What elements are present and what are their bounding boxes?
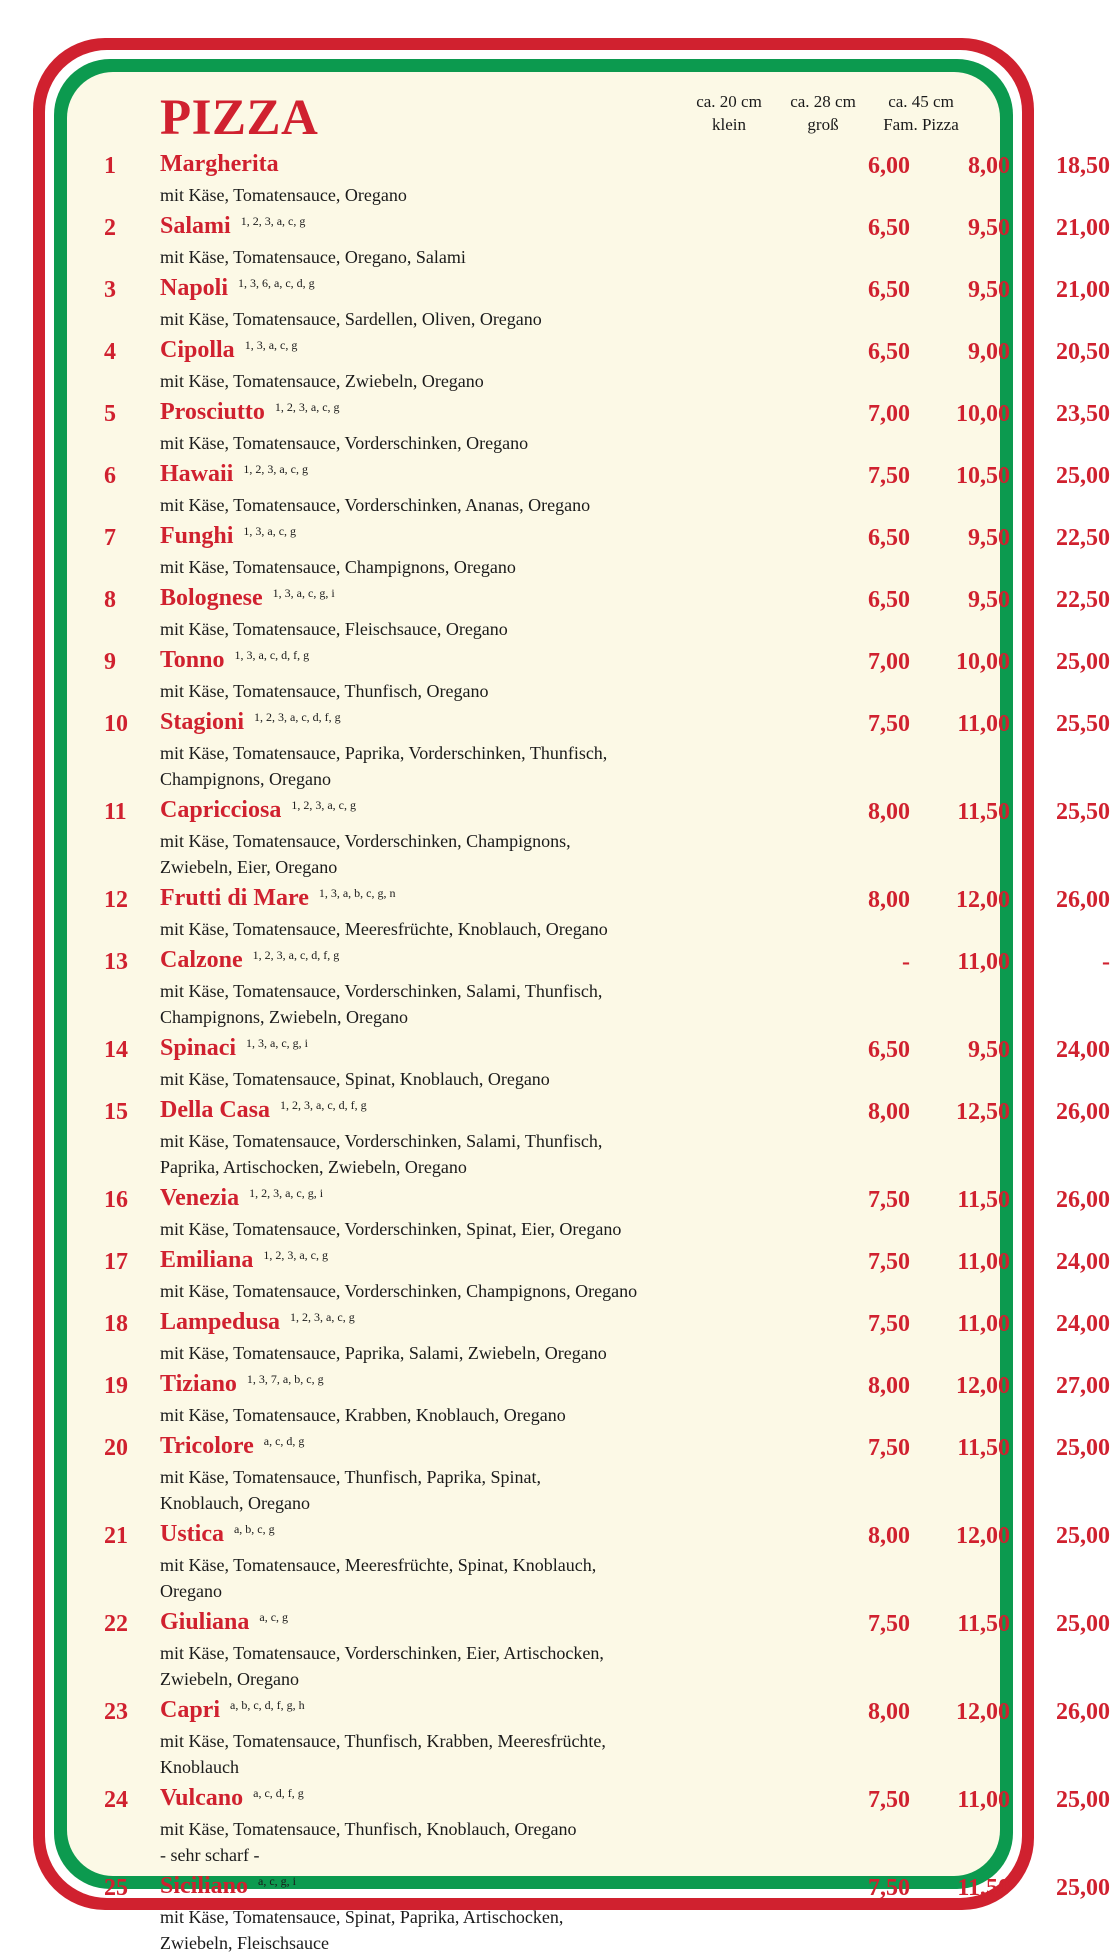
item-description-line: mit Käse, Tomatensauce, Spinat, Knoblauch, Oregano: [160, 1069, 550, 1089]
item-name: Bolognese: [160, 585, 263, 611]
price-large: 12,00: [956, 1699, 1010, 1725]
item-name: Venezia: [160, 1185, 240, 1211]
item-number: 13: [104, 949, 128, 975]
price-small: 8,00: [868, 1699, 910, 1725]
item-name: Calzone: [160, 947, 243, 973]
column-header-family: [866, 90, 976, 136]
item-description: [160, 554, 720, 580]
price-family: -: [1102, 949, 1110, 975]
item-allergens: a, b, c, d, f, g, h: [230, 1698, 305, 1712]
price-small: 7,50: [868, 1249, 910, 1275]
item-description-line: mit Käse, Tomatensauce, Thunfisch, Paprika, Spinat,: [160, 1467, 541, 1487]
menu-item: [0, 583, 1110, 645]
menu-item-header: [104, 149, 1110, 182]
price-small: 8,00: [868, 1373, 910, 1399]
price-small: 6,00: [868, 153, 910, 179]
price-family: 24,00: [1056, 1311, 1110, 1337]
item-description: [160, 1904, 720, 1956]
column-size: ca. 28 cm: [790, 92, 856, 111]
price-family: 25,00: [1056, 463, 1110, 489]
item-name: Salami: [160, 213, 231, 239]
menu-item: [0, 645, 1110, 707]
price-large: 10,00: [956, 401, 1010, 427]
item-description-line: Knoblauch: [160, 1757, 239, 1777]
menu-item-header: [104, 1245, 1110, 1278]
menu-item: [0, 1871, 1110, 1959]
item-allergens: 1, 2, 3, a, c, g: [274, 400, 340, 414]
item-allergens: a, b, c, g: [233, 1522, 275, 1536]
price-small: 6,50: [868, 587, 910, 613]
price-family: 25,00: [1056, 1523, 1110, 1549]
item-number: 22: [104, 1611, 128, 1637]
column-label: klein: [712, 115, 746, 134]
item-description: [160, 182, 720, 208]
item-description-line: mit Käse, Tomatensauce, Thunfisch, Knoblauch, Oregano: [160, 1819, 577, 1839]
price-large: 11,00: [957, 949, 1010, 975]
item-description-line: - sehr scharf -: [160, 1845, 260, 1865]
menu-item: [0, 1431, 1110, 1519]
price-family: 27,00: [1056, 1373, 1110, 1399]
item-description-line: mit Käse, Tomatensauce, Meeresfrüchte, Knoblauch, Oregano: [160, 919, 608, 939]
item-description-line: mit Käse, Tomatensauce, Oregano: [160, 185, 407, 205]
menu-item: [0, 1183, 1110, 1245]
price-large: 9,50: [968, 215, 1010, 241]
price-family: 22,50: [1056, 525, 1110, 551]
menu-item-header: [104, 795, 1110, 828]
menu-item-header: [104, 1369, 1110, 1402]
item-number: 14: [104, 1037, 128, 1063]
price-large: 11,50: [957, 1187, 1010, 1213]
item-name: Spinaci: [160, 1035, 237, 1061]
menu-item: [0, 335, 1110, 397]
menu-item: [0, 459, 1110, 521]
item-description-line: Champignons, Zwiebeln, Oregano: [160, 1007, 408, 1027]
item-name: Hawaii: [160, 461, 234, 487]
menu-item-header: [104, 583, 1110, 616]
price-large: 9,50: [968, 587, 1010, 613]
item-name: Prosciutto: [160, 399, 265, 425]
price-large: 10,50: [956, 463, 1010, 489]
item-number: 19: [104, 1373, 128, 1399]
menu-item: [0, 1783, 1110, 1871]
menu-item-header: [104, 459, 1110, 492]
item-description-line: mit Käse, Tomatensauce, Vorderschinken, Ananas, Oregano: [160, 495, 591, 515]
price-large: 12,00: [956, 1373, 1010, 1399]
item-description: [160, 1640, 720, 1692]
price-small: 7,50: [868, 1787, 910, 1813]
item-allergens: 1, 3, a, c, g: [244, 338, 298, 352]
price-large: 11,00: [957, 711, 1010, 737]
item-number: 2: [104, 215, 116, 241]
item-allergens: 1, 2, 3, a, c, g: [243, 462, 308, 476]
price-family: 26,00: [1056, 1099, 1110, 1125]
item-name: Cipolla: [160, 337, 235, 363]
item-description: [160, 740, 720, 792]
menu-item-header: [104, 1783, 1110, 1816]
item-number: 9: [104, 649, 116, 675]
price-family: 26,00: [1056, 1187, 1110, 1213]
item-description-line: mit Käse, Tomatensauce, Vorderschinken, Salami, Thunfisch,: [160, 981, 603, 1001]
item-description-line: Zwiebeln, Oregano: [160, 1669, 299, 1689]
item-name: Della Casa: [160, 1097, 270, 1123]
item-allergens: 1, 2, 3, a, c, d, f, g: [280, 1098, 367, 1112]
price-small: 8,00: [868, 799, 910, 825]
price-family: 18,50: [1056, 153, 1110, 179]
price-large: 12,50: [956, 1099, 1010, 1125]
menu-item: [0, 1369, 1110, 1431]
price-large: 11,00: [957, 1249, 1010, 1275]
price-small: 7,00: [868, 649, 910, 675]
price-small: 6,50: [868, 525, 910, 551]
item-description: [160, 1128, 720, 1180]
menu-item: [0, 273, 1110, 335]
menu-title: PIZZA: [160, 90, 319, 146]
price-family: 25,00: [1056, 1611, 1110, 1637]
price-small: 8,00: [868, 887, 910, 913]
price-small: 8,00: [868, 1099, 910, 1125]
price-large: 11,50: [957, 1611, 1010, 1637]
column-header-large: [768, 90, 878, 136]
menu-item-header: [104, 1431, 1110, 1464]
price-large: 11,00: [957, 1311, 1010, 1337]
price-family: 22,50: [1056, 587, 1110, 613]
item-allergens: a, c, d, g: [263, 1434, 305, 1448]
price-small: 7,50: [868, 1187, 910, 1213]
menu-item: [0, 211, 1110, 273]
item-number: 23: [104, 1699, 128, 1725]
item-description: [160, 1816, 720, 1868]
item-description-line: mit Käse, Tomatensauce, Paprika, Salami, Zwiebeln, Oregano: [160, 1343, 607, 1363]
item-name: Emiliana: [160, 1247, 254, 1273]
menu-item-header: [104, 335, 1110, 368]
menu-item-header: [104, 521, 1110, 554]
price-small: 7,50: [868, 1435, 910, 1461]
item-number: 10: [104, 711, 128, 737]
price-large: 8,00: [968, 153, 1010, 179]
menu-item-header: [104, 1871, 1110, 1904]
item-allergens: 1, 2, 3, a, c, d, f, g: [252, 948, 340, 962]
item-allergens: 1, 3, 6, a, c, d, g: [238, 276, 315, 290]
item-name: Vulcano: [160, 1785, 244, 1811]
item-description: [160, 1402, 720, 1428]
item-name: Lampedusa: [160, 1309, 281, 1335]
price-family: 23,50: [1056, 401, 1110, 427]
item-name: Tricolore: [160, 1433, 254, 1459]
item-description-line: mit Käse, Tomatensauce, Vorderschinken, Oregano: [160, 433, 529, 453]
item-description: [160, 1340, 720, 1366]
item-description-line: mit Käse, Tomatensauce, Spinat, Paprika, Artischocken,: [160, 1907, 564, 1927]
item-description: [160, 1728, 720, 1780]
item-number: 5: [104, 401, 116, 427]
price-large: 12,00: [956, 1523, 1010, 1549]
item-name: Margherita: [160, 151, 279, 177]
price-family: 24,00: [1056, 1037, 1110, 1063]
item-description: [160, 1464, 720, 1516]
price-small: 7,50: [868, 1311, 910, 1337]
item-number: 1: [104, 153, 116, 179]
item-description: [160, 828, 720, 880]
menu-items-list: [0, 149, 1110, 1959]
menu-item: [0, 795, 1110, 883]
item-description: [160, 616, 720, 642]
item-number: 8: [104, 587, 116, 613]
item-allergens: 1, 3, a, c, g, i: [246, 1036, 309, 1050]
item-description-line: mit Käse, Tomatensauce, Vorderschinken, Spinat, Eier, Oregano: [160, 1219, 622, 1239]
item-number: 4: [104, 339, 116, 365]
menu-item: [0, 397, 1110, 459]
price-family: 26,00: [1056, 887, 1110, 913]
item-description-line: mit Käse, Tomatensauce, Sardellen, Oliven, Oregano: [160, 309, 542, 329]
item-description-line: Zwiebeln, Eier, Oregano: [160, 857, 338, 877]
menu-item: [0, 1245, 1110, 1307]
price-small: 7,00: [868, 401, 910, 427]
item-description: [160, 978, 720, 1030]
price-small: -: [902, 949, 910, 975]
price-large: 10,00: [956, 649, 1010, 675]
item-name: Capricciosa: [160, 797, 282, 823]
menu-item-header: [104, 945, 1110, 978]
item-name: Ustica: [160, 1521, 224, 1547]
item-description-line: Oregano: [160, 1581, 222, 1601]
item-name: Tonno: [160, 647, 225, 673]
menu-item-header: [104, 707, 1110, 740]
menu-item: [0, 1695, 1110, 1783]
menu-item: [0, 1095, 1110, 1183]
item-allergens: 1, 3, a, c, d, f, g: [234, 648, 310, 662]
item-description-line: mit Käse, Tomatensauce, Krabben, Knoblauch, Oregano: [160, 1405, 566, 1425]
item-number: 6: [104, 463, 116, 489]
item-number: 15: [104, 1099, 128, 1125]
item-description: [160, 1278, 720, 1304]
item-description-line: mit Käse, Tomatensauce, Oregano, Salami: [160, 247, 466, 267]
item-number: 17: [104, 1249, 128, 1275]
item-description: [160, 368, 720, 394]
price-family: 21,00: [1056, 277, 1110, 303]
price-small: 7,50: [868, 1875, 910, 1901]
item-name: Funghi: [160, 523, 234, 549]
item-description-line: Zwiebeln, Fleischsauce: [160, 1933, 329, 1953]
item-allergens: 1, 2, 3, a, c, g: [263, 1248, 329, 1262]
item-description: [160, 306, 720, 332]
item-number: 24: [104, 1787, 128, 1813]
item-allergens: a, c, d, f, g: [253, 1786, 304, 1800]
item-description: [160, 1066, 720, 1092]
item-description: [160, 678, 720, 704]
price-small: 7,50: [868, 711, 910, 737]
price-small: 6,50: [868, 1037, 910, 1063]
item-description-line: Champignons, Oregano: [160, 769, 331, 789]
price-family: 21,00: [1056, 215, 1110, 241]
menu-item-header: [104, 397, 1110, 430]
item-name: Giuliana: [160, 1609, 250, 1635]
column-label: groß: [807, 115, 839, 134]
menu-item: [0, 521, 1110, 583]
price-family: 25,00: [1056, 1875, 1110, 1901]
price-family: 26,00: [1056, 1699, 1110, 1725]
menu-item: [0, 1307, 1110, 1369]
menu-item-header: [104, 1519, 1110, 1552]
menu-item: [0, 149, 1110, 211]
menu-item: [0, 1519, 1110, 1607]
item-description-line: Knoblauch, Oregano: [160, 1493, 310, 1513]
price-large: 9,50: [968, 277, 1010, 303]
item-description: [160, 1216, 720, 1242]
menu-item-header: [104, 645, 1110, 678]
price-large: 9,50: [968, 525, 1010, 551]
price-small: 6,50: [868, 215, 910, 241]
item-allergens: a, c, g: [259, 1610, 289, 1624]
item-description: [160, 916, 720, 942]
item-description-line: mit Käse, Tomatensauce, Fleischsauce, Oregano: [160, 619, 508, 639]
item-allergens: 1, 3, a, c, g, i: [272, 586, 335, 600]
item-allergens: 1, 3, a, b, c, g, n: [318, 886, 396, 900]
item-number: 18: [104, 1311, 128, 1337]
item-allergens: a, c, g, i: [258, 1874, 297, 1888]
item-allergens: 1, 2, 3, a, c, g: [291, 798, 356, 812]
item-description-line: mit Käse, Tomatensauce, Vorderschinken, Champignons, Oregano: [160, 1281, 638, 1301]
price-family: 25,50: [1056, 799, 1110, 825]
menu-item-header: [104, 1033, 1110, 1066]
item-description-line: mit Käse, Tomatensauce, Thunfisch, Oregano: [160, 681, 489, 701]
item-number: 12: [104, 887, 128, 913]
price-large: 11,50: [957, 1875, 1010, 1901]
menu-item-header: [104, 1307, 1110, 1340]
item-allergens: 1, 3, 7, a, b, c, g: [246, 1372, 324, 1386]
item-name: Napoli: [160, 275, 229, 301]
menu-item: [0, 707, 1110, 795]
item-allergens: 1, 2, 3, a, c, d, f, g: [254, 710, 341, 724]
item-description-line: mit Käse, Tomatensauce, Zwiebeln, Oregano: [160, 371, 484, 391]
item-allergens: 1, 2, 3, a, c, g: [290, 1310, 355, 1324]
menu-item: [0, 883, 1110, 945]
item-description: [160, 430, 720, 456]
price-family: 25,00: [1056, 1787, 1110, 1813]
column-size: ca. 45 cm: [888, 92, 954, 111]
item-name: Capri: [160, 1697, 220, 1723]
price-large: 11,50: [957, 1435, 1010, 1461]
price-small: 6,50: [868, 277, 910, 303]
price-family: 25,00: [1056, 649, 1110, 675]
menu-item-header: [104, 1607, 1110, 1640]
column-size: ca. 20 cm: [696, 92, 762, 111]
item-number: 25: [104, 1875, 128, 1901]
column-label: Fam. Pizza: [883, 115, 959, 134]
item-name: Frutti di Mare: [160, 885, 309, 911]
price-large: 11,00: [957, 1787, 1010, 1813]
price-large: 9,00: [968, 339, 1010, 365]
menu-item: [0, 945, 1110, 1033]
menu-item: [0, 1033, 1110, 1095]
price-small: 8,00: [868, 1523, 910, 1549]
price-small: 7,50: [868, 1611, 910, 1637]
menu-item-header: [104, 883, 1110, 916]
price-large: 11,50: [957, 799, 1010, 825]
item-number: 21: [104, 1523, 128, 1549]
item-description-line: mit Käse, Tomatensauce, Champignons, Oregano: [160, 557, 516, 577]
item-name: Tiziano: [160, 1371, 237, 1397]
item-description-line: mit Käse, Tomatensauce, Vorderschinken, Eier, Artischocken,: [160, 1643, 604, 1663]
price-small: 6,50: [868, 339, 910, 365]
item-description-line: mit Käse, Tomatensauce, Paprika, Vorderschinken, Thunfisch,: [160, 743, 608, 763]
menu-item-header: [104, 1183, 1110, 1216]
price-family: 24,00: [1056, 1249, 1110, 1275]
price-family: 25,50: [1056, 711, 1110, 737]
price-small: 7,50: [868, 463, 910, 489]
item-allergens: 1, 3, a, c, g: [243, 524, 297, 538]
menu-item: [0, 1607, 1110, 1695]
item-description: [160, 492, 720, 518]
price-family: 25,00: [1056, 1435, 1110, 1461]
item-description-line: mit Käse, Tomatensauce, Vorderschinken, Champignons,: [160, 831, 571, 851]
item-description-line: mit Käse, Tomatensauce, Thunfisch, Krabben, Meeresfrüchte,: [160, 1731, 606, 1751]
item-name: Siciliano: [160, 1873, 249, 1899]
menu-item-header: [104, 273, 1110, 306]
menu-item-header: [104, 1695, 1110, 1728]
price-large: 12,00: [956, 887, 1010, 913]
item-description-line: mit Käse, Tomatensauce, Meeresfrüchte, Spinat, Knoblauch,: [160, 1555, 597, 1575]
item-name: Stagioni: [160, 709, 245, 735]
price-family: 20,50: [1056, 339, 1110, 365]
item-description: [160, 1552, 720, 1604]
item-allergens: 1, 2, 3, a, c, g: [240, 214, 306, 228]
item-description-line: Paprika, Artischocken, Zwiebeln, Oregano: [160, 1157, 467, 1177]
menu-item-header: [104, 211, 1110, 244]
item-allergens: 1, 2, 3, a, c, g, i: [249, 1186, 324, 1200]
item-number: 16: [104, 1187, 128, 1213]
item-number: 3: [104, 277, 116, 303]
item-number: 7: [104, 525, 116, 551]
item-number: 11: [104, 799, 127, 825]
item-description: [160, 244, 720, 270]
item-number: 20: [104, 1435, 128, 1461]
price-large: 9,50: [968, 1037, 1010, 1063]
item-description-line: mit Käse, Tomatensauce, Vorderschinken, Salami, Thunfisch,: [160, 1131, 603, 1151]
menu-item-header: [104, 1095, 1110, 1128]
